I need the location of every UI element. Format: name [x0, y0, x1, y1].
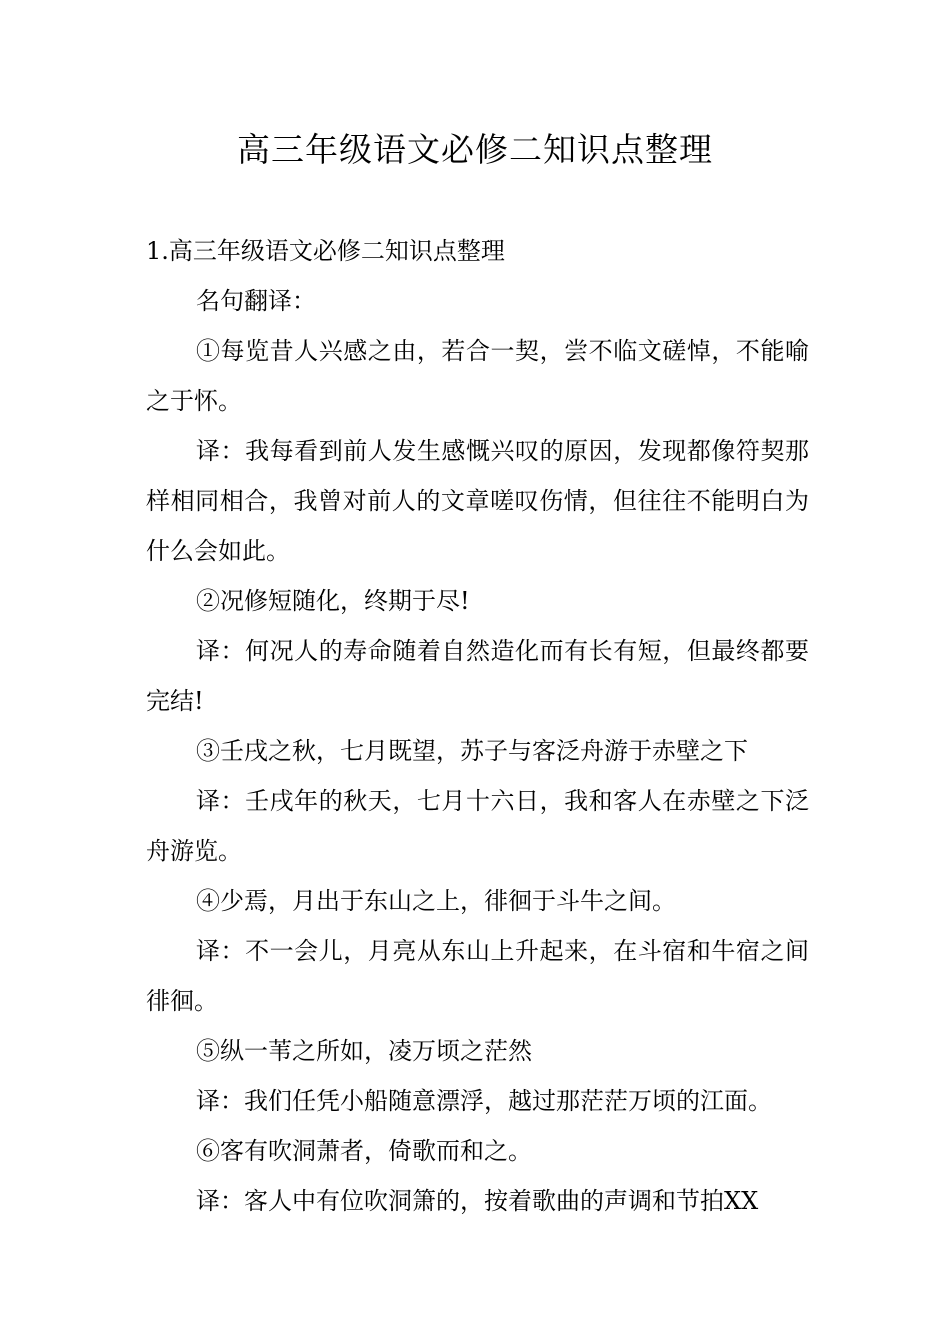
- translation-5: 译：我们任凭小船随意漂浮，越过那茫茫万顷的江面。: [196, 1087, 772, 1115]
- quote-4: ④少焉，月出于东山之上，徘徊于斗牛之间。: [196, 887, 676, 915]
- quote-2: ②况修短随化，终期于尽!: [196, 587, 470, 615]
- section-heading: 1.高三年级语文必修二知识点整理: [146, 237, 505, 265]
- quote-1: ①每览昔人兴感之由，若合一契，尝不临文磋悼，不能喻之于怀。: [146, 337, 809, 415]
- translation-3: 译：壬戌年的秋天，七月十六日，我和客人在赤壁之下泛舟游览。: [146, 787, 809, 865]
- quote-6: ⑥客有吹洞萧者，倚歌而和之。: [196, 1137, 532, 1165]
- subheading: 名句翻译：: [196, 287, 316, 315]
- document-title: 高三年级语文必修二知识点整理: [237, 130, 713, 169]
- translation-2: 译：何况人的寿命随着自然造化而有长有短，但最终都要完结!: [146, 637, 809, 715]
- translation-1: 译：我每看到前人发生感慨兴叹的原因，发现都像符契那样相同相合，我曾对前人的文章嗟叹伤情，但往往不能明白为什么会如此。: [146, 437, 809, 565]
- quote-5: ⑤纵一苇之所如，凌万顷之茫然: [196, 1037, 532, 1065]
- translation-4: 译：不一会儿，月亮从东山上升起来，在斗宿和牛宿之间徘徊。: [146, 937, 809, 1015]
- translation-6: 译：客人中有位吹洞箫的，按着歌曲的声调和节拍XX: [196, 1187, 759, 1215]
- quote-3: ③壬戌之秋，七月既望，苏子与客泛舟游于赤壁之下: [196, 737, 748, 765]
- document-body: [146, 226, 809, 1226]
